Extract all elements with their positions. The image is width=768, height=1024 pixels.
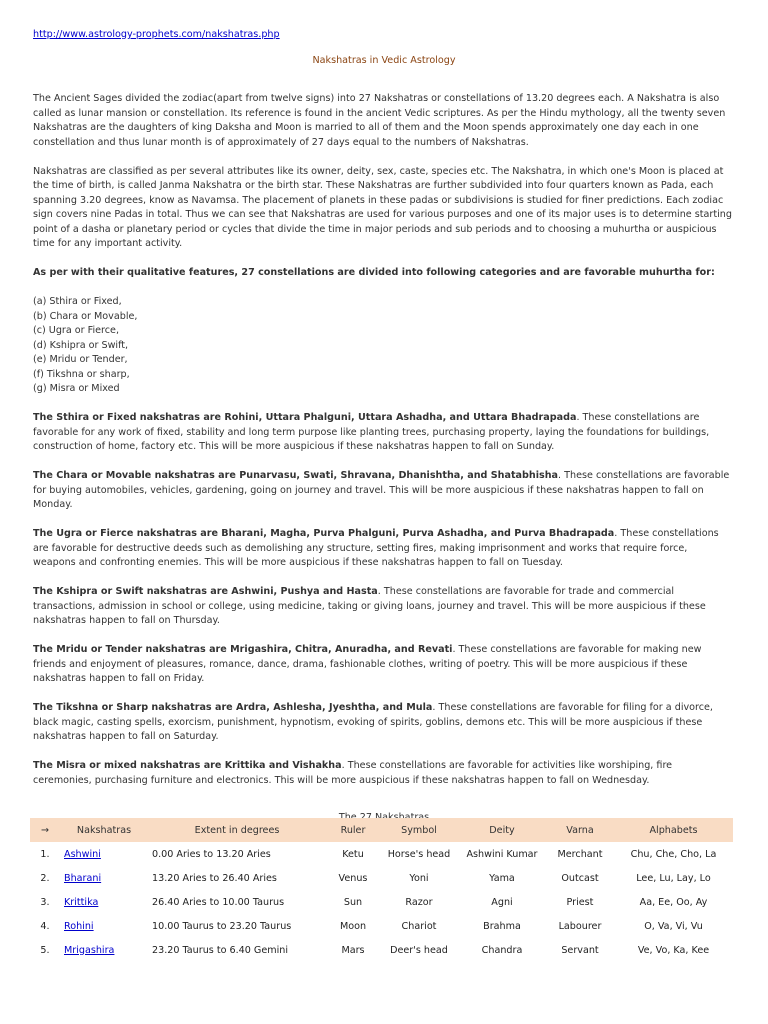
- row-number: 2.: [40, 872, 50, 884]
- ruler-cell: Venus: [338, 872, 368, 884]
- extent-cell: 0.00 Aries to 13.20 Aries: [152, 848, 271, 860]
- row-number: 5.: [40, 944, 50, 956]
- section-heading: The Kshipra or Swift nakshatras are Ashwini, Pushya and Hasta: [33, 586, 378, 597]
- table-title: The 27 Nakshatras: [338, 812, 430, 823]
- varna-cell: Priest: [566, 896, 594, 908]
- section-heading: The Tikshna or Sharp nakshatras are Ardra, Ashlesha, Jyeshtha, and Mula: [33, 702, 433, 713]
- category-item: (e) Mridu or Tender,: [33, 354, 128, 365]
- section-heading: The Sthira or Fixed nakshatras are Rohini, Uttara Phalguni, Uttara Ashadha, and Uttara Bhadrapada: [33, 412, 577, 423]
- symbol-cell: Razor: [405, 896, 433, 908]
- table-row: [30, 866, 733, 890]
- section-heading: The Mridu or Tender nakshatras are Mrigashira, Chitra, Anuradha, and Revati: [33, 644, 453, 655]
- extent-cell: 26.40 Aries to 10.00 Taurus: [152, 896, 285, 908]
- ruler-cell: Moon: [339, 920, 367, 932]
- nakshatra-link[interactable]: Bharani: [64, 872, 102, 884]
- alphabets-cell: Ve, Vo, Ka, Kee: [637, 944, 710, 956]
- intro-paragraph-1: The Ancient Sages divided the zodiac(apart from twelve signs) into 27 Nakshatras or constellations of 13.20 degrees each. A Nakshatra is also called as lunar mansion or constellation. Its reference is found in the ancient Vedic scriptures. As per the Hindu mythology, all the twenty seven Nakshatras are the daughters of king Daksha and Moon is married to all of them and the Moon spends approximately one day each in one constellation and thus lunar month is of approximately of 27 days equal to the numbers of Nakshatras.: [33, 93, 726, 148]
- ruler-cell: Ketu: [342, 848, 364, 860]
- section-text: . These constellations are favorable for destructive deeds such as demolishing any structure, setting fires, making imprisonment and works that require force, weapons and confronting enemies. This will be more auspicious if these nakshatras happen to fall on Tuesday.: [33, 528, 719, 568]
- section-kshipra: [33, 585, 733, 629]
- section-ugra: [33, 527, 733, 571]
- extent-cell: 10.00 Taurus to 23.20 Taurus: [152, 920, 292, 932]
- section-heading: The Misra or mixed nakshatras are Krittika and Vishakha: [33, 760, 342, 771]
- section-chara: [33, 469, 733, 513]
- section-heading: The Chara or Movable nakshatras are Punarvasu, Swati, Shravana, Dhanishtha, and Shatabhisha: [33, 470, 559, 481]
- nakshatra-link[interactable]: Mrigashira: [64, 944, 115, 956]
- row-number: 4.: [40, 920, 50, 932]
- section-text: . These constellations are favorable for any work of fixed, stability and long term purpose like planting trees, purchasing property, laying the foundations for buildings, construction of home, factory etc. This will be more auspicious if these nakshatras happen to fall on Sunday.: [33, 412, 710, 452]
- alphabets-cell: Lee, Lu, Lay, Lo: [636, 872, 711, 884]
- table-row: [30, 890, 733, 914]
- category-item: (f) Tikshna or sharp,: [33, 368, 130, 380]
- source-url-link[interactable]: http://www.astrology-prophets.com/nakshatras.php: [33, 29, 280, 40]
- column-header-varna: Varna: [566, 824, 594, 836]
- section-heading: The Ugra or Fierce nakshatras are Bharani, Magha, Purva Phalguni, Purva Ashadha, and Purva Bhadrapada: [33, 528, 615, 539]
- deity-cell: Yama: [489, 872, 515, 884]
- category-item: (a) Sthira or Fixed,: [33, 296, 122, 307]
- alphabets-cell: O, Va, Vi, Vu: [644, 920, 703, 932]
- deity-cell: Agni: [491, 896, 513, 908]
- column-header-arrow[interactable]: →: [40, 824, 50, 836]
- column-header-ruler: Ruler: [340, 824, 366, 836]
- varna-cell: Merchant: [557, 848, 603, 860]
- categories-heading: As per with their qualitative features, 27 constellations are divided into following categories and are favorable muhurtha for:: [33, 267, 715, 278]
- nakshatra-link[interactable]: Krittika: [64, 896, 99, 908]
- extent-cell: 23.20 Taurus to 6.40 Gemini: [152, 944, 289, 956]
- section-text: . These constellations are favorable for trade and commercial transactions, admission in school or college, using medicine, taking or giving loans, journey and travel. This will be more auspicious if these nakshatras happen to fall on Thursday.: [33, 586, 706, 626]
- section-misra: [33, 759, 733, 788]
- column-header-extent: Extent in degrees: [194, 824, 280, 836]
- row-number: 1.: [40, 848, 50, 860]
- section-text: . These constellations are favorable for activities like worshiping, fire ceremonies, purchasing furniture and electronics. This will be more auspicious if these nakshatras happen to fall on Wednesday.: [33, 760, 673, 786]
- table-row: [30, 938, 733, 962]
- column-header-nakshatras: Nakshatras: [76, 824, 132, 836]
- deity-cell: Brahma: [483, 920, 521, 932]
- symbol-cell: Chariot: [401, 920, 437, 932]
- section-text: . These constellations are favorable for buying automobiles, vehicles, gardening, going on journey and travel. This will be more auspicious if these nakshatras happen to fall on Monday.: [33, 470, 730, 510]
- varna-cell: Labourer: [558, 920, 602, 932]
- column-header-alphabets: Alphabets: [649, 824, 698, 836]
- intro-paragraph-2: Nakshatras are classified as per several attributes like its owner, deity, sex, caste, species etc. The Nakshatra, in which one's Moon is placed at the time of birth, is called Janma Nakshatra or the birth star. These Nakshatras are further subdivided into four quarters known as Pada, each spanning 3.20 degrees, know as Navamsa. The placement of planets in these padas or subdivisions is studied for finer predictions. Each zodiac sign covers nine Padas in total. Thus we can see that Nakshatras are used for various purposes and one of its major uses is to determine starting point of a dasha or planetary period or cycles that divide the time in major periods and sub periods and to choosing a muhurtha or auspicious time for any important activity.: [33, 165, 732, 249]
- category-item: (d) Kshipra or Swift,: [33, 339, 129, 351]
- nakshatra-link[interactable]: Rohini: [64, 920, 94, 932]
- section-sthira: [33, 411, 733, 455]
- alphabets-cell: Aa, Ee, Oo, Ay: [639, 896, 708, 908]
- symbol-cell: Horse's head: [387, 848, 451, 860]
- varna-cell: Outcast: [561, 872, 599, 884]
- table-row: [30, 842, 733, 866]
- varna-cell: Servant: [561, 944, 599, 956]
- ruler-cell: Mars: [341, 944, 365, 956]
- symbol-cell: Deer's head: [390, 944, 448, 956]
- category-item: (b) Chara or Movable,: [33, 310, 138, 322]
- section-text: . These constellations are favorable for making new friends and enjoyment of pleasures, romance, dance, drama, fashionable clothes, writing of poetry. This will be more auspicious if these nakshatras happen to fall on Friday.: [33, 644, 702, 684]
- deity-cell: Chandra: [481, 944, 523, 956]
- deity-cell: Ashwini Kumar: [466, 848, 538, 860]
- section-text: . These constellations are favorable for filing for a divorce, black magic, casting spells, exorcism, punishment, hypnotism, evoking of spirits, goblins, demons etc. This will be more auspicious if these nakshatras happen to fall on Saturday.: [33, 702, 713, 742]
- category-item: (c) Ugra or Fierce,: [33, 325, 120, 336]
- section-tikshna: [33, 701, 733, 745]
- ruler-cell: Sun: [343, 896, 363, 908]
- extent-cell: 13.20 Aries to 26.40 Aries: [152, 872, 277, 884]
- row-number: 3.: [40, 896, 50, 908]
- column-header-symbol: Symbol: [401, 824, 437, 836]
- table-header-row: [30, 818, 733, 842]
- categories-list: [33, 295, 733, 397]
- nakshatras-table: [30, 818, 733, 962]
- document-body: [33, 92, 733, 803]
- symbol-cell: Yoni: [409, 872, 429, 884]
- column-header-deity: Deity: [489, 824, 515, 836]
- section-mridu: [33, 643, 733, 687]
- category-item: (g) Misra or Mixed: [33, 383, 120, 394]
- document-title: Nakshatras in Vedic Astrology: [312, 55, 456, 66]
- table-row: [30, 914, 733, 938]
- nakshatra-link[interactable]: Ashwini: [64, 848, 101, 860]
- alphabets-cell: Chu, Che, Cho, La: [630, 848, 717, 860]
